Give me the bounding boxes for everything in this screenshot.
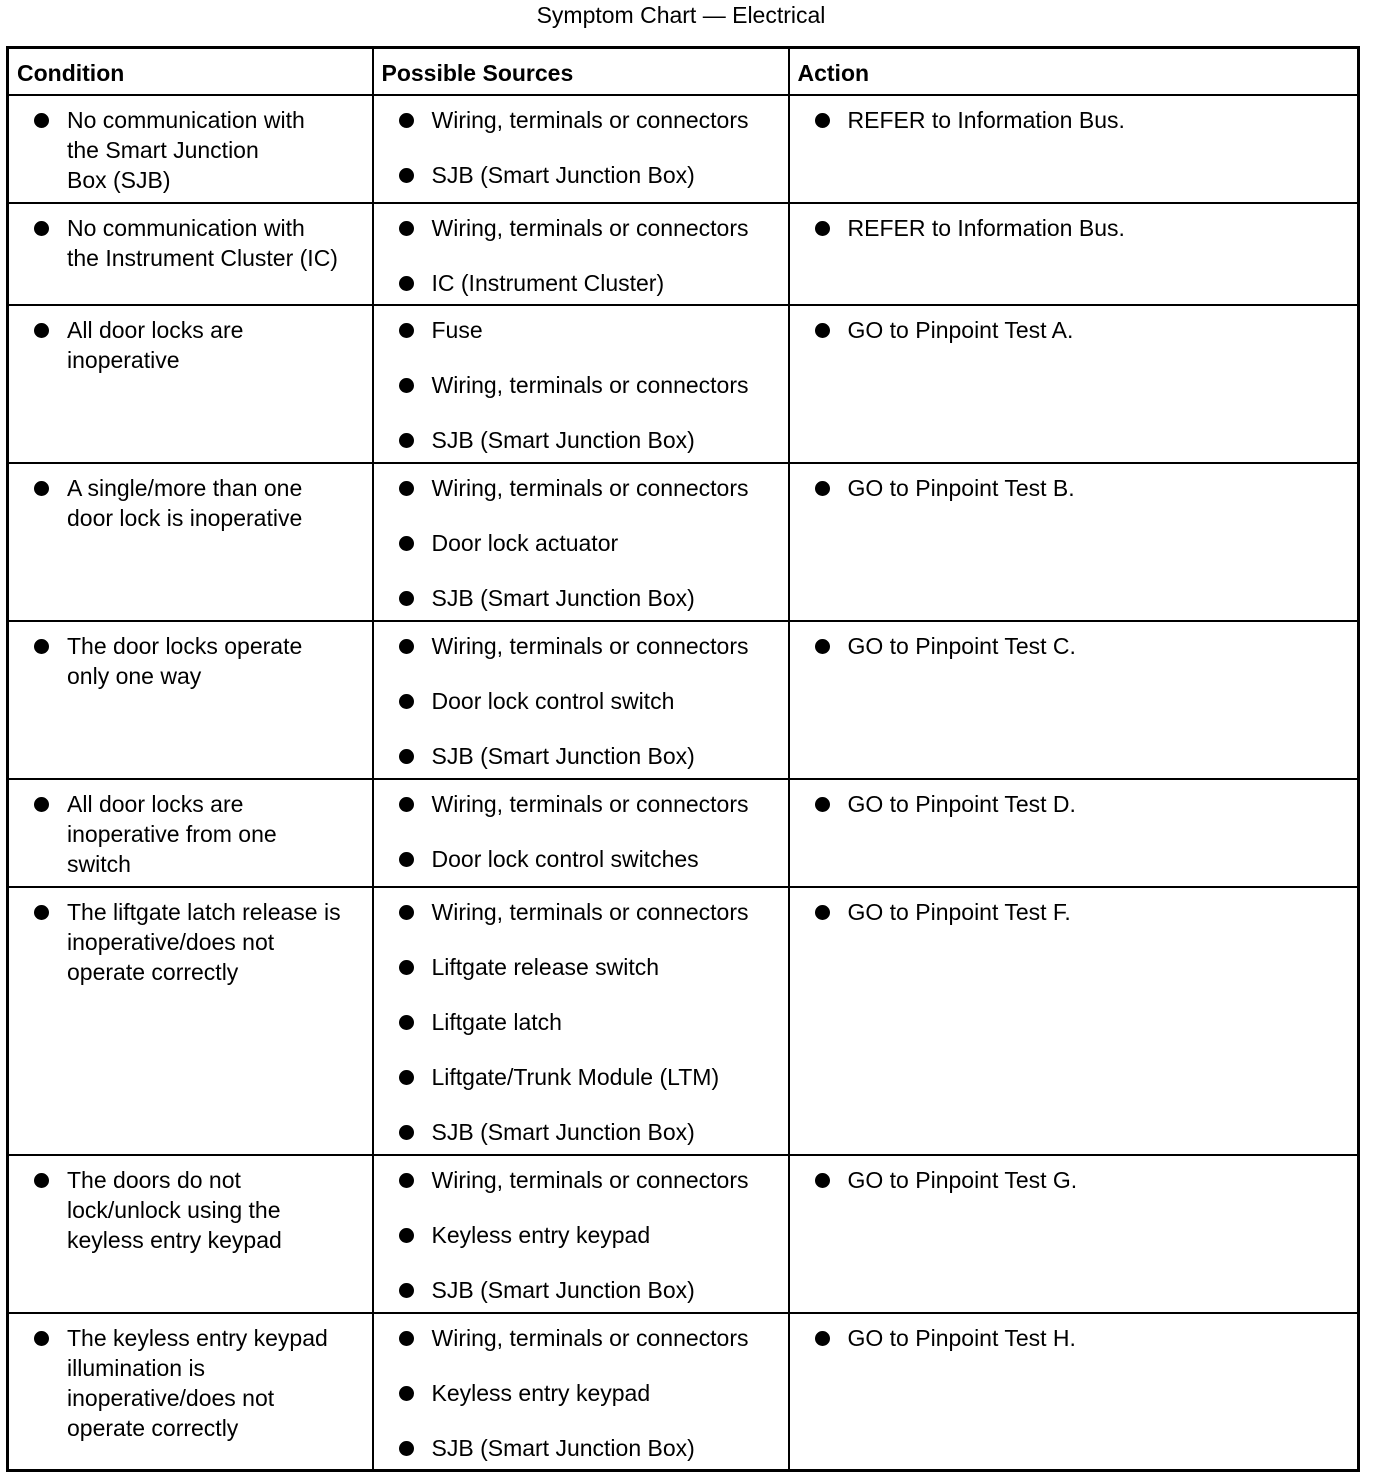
condition-text-line: Box (SJB) [67, 166, 171, 193]
condition-header: Condition [8, 48, 373, 95]
condition-text-line: only one way [67, 662, 202, 689]
source-item: Keyless entry keypad [374, 1220, 780, 1250]
condition-cell [8, 95, 373, 203]
source-item: Wiring, terminals or connectors [374, 1323, 780, 1353]
condition-item [9, 631, 364, 691]
condition-text-line: keyless entry keypad [67, 1226, 282, 1253]
source-item: SJB (Smart Junction Box) [374, 160, 780, 190]
condition-text-line: The keyless entry keypad [67, 1324, 328, 1351]
source-item: Liftgate latch [374, 1007, 780, 1037]
condition-text-line: No communication with [67, 214, 305, 241]
condition-text-line: door lock is inoperative [67, 504, 303, 531]
condition-text-line: inoperative [67, 346, 180, 373]
source-item: Liftgate release switch [374, 952, 780, 982]
condition-text-line: inoperative/does not [67, 928, 275, 955]
table-row [8, 887, 1359, 1155]
condition-text-line: All door locks are [67, 316, 244, 343]
source-item: Fuse [374, 315, 780, 345]
action-cell [789, 621, 1359, 779]
condition-text-line: The doors do not [67, 1166, 241, 1193]
source-item: Door lock control switch [374, 686, 780, 716]
action-cell [789, 1313, 1359, 1471]
condition-item [9, 1323, 364, 1443]
condition-text-line: operate correctly [67, 958, 239, 985]
action-item: GO to Pinpoint Test F. [790, 897, 1350, 927]
source-item: SJB (Smart Junction Box) [374, 425, 780, 455]
condition-cell [8, 203, 373, 305]
source-item: SJB (Smart Junction Box) [374, 741, 780, 771]
header-row [8, 48, 1359, 95]
condition-cell [8, 305, 373, 463]
possible-sources-cell [373, 1313, 789, 1471]
action-item: REFER to Information Bus. [790, 105, 1350, 135]
condition-text-line: lock/unlock using the [67, 1196, 281, 1223]
source-item: Door lock actuator [374, 528, 780, 558]
possible-sources-cell [373, 1155, 789, 1313]
action-item: REFER to Information Bus. [790, 213, 1350, 243]
action-item: GO to Pinpoint Test G. [790, 1165, 1350, 1195]
source-item: Keyless entry keypad [374, 1378, 780, 1408]
action-cell [789, 203, 1359, 305]
action-cell [789, 779, 1359, 887]
condition-item [9, 897, 364, 987]
action-cell [789, 887, 1359, 1155]
condition-text-line: illumination is [67, 1354, 206, 1381]
table-row [8, 203, 1359, 305]
condition-item [9, 1165, 364, 1255]
condition-item [9, 213, 364, 273]
condition-cell [8, 1155, 373, 1313]
condition-text-line: switch [67, 850, 131, 877]
table-row [8, 463, 1359, 621]
condition-text-line: operate correctly [67, 1414, 239, 1441]
condition-text-line: the Instrument Cluster (IC) [67, 244, 338, 271]
action-item: GO to Pinpoint Test A. [790, 315, 1350, 345]
condition-item [9, 105, 364, 195]
action-item: GO to Pinpoint Test D. [790, 789, 1350, 819]
condition-cell [8, 779, 373, 887]
source-item: IC (Instrument Cluster) [374, 268, 780, 298]
source-item: Wiring, terminals or connectors [374, 631, 780, 661]
action-header: Action [789, 48, 1359, 95]
condition-text-line: inoperative/does not [67, 1384, 275, 1411]
symptom-chart-table [6, 46, 1360, 1472]
possible-sources-cell [373, 95, 789, 203]
condition-item [9, 473, 364, 533]
table-row [8, 1313, 1359, 1471]
action-cell [789, 305, 1359, 463]
source-item: SJB (Smart Junction Box) [374, 583, 780, 613]
action-item: GO to Pinpoint Test B. [790, 473, 1350, 503]
source-item: Wiring, terminals or connectors [374, 213, 780, 243]
table-row [8, 305, 1359, 463]
source-item: SJB (Smart Junction Box) [374, 1117, 780, 1147]
condition-cell [8, 463, 373, 621]
table-row [8, 95, 1359, 203]
possible-sources-cell [373, 463, 789, 621]
condition-item [9, 315, 364, 375]
possible-sources-cell [373, 887, 789, 1155]
source-item: Door lock control switches [374, 844, 780, 874]
condition-item [9, 789, 364, 879]
source-item: SJB (Smart Junction Box) [374, 1275, 780, 1305]
condition-text-line: The door locks operate [67, 632, 303, 659]
source-item: Wiring, terminals or connectors [374, 105, 780, 135]
possible-sources-header: Possible Sources [373, 48, 789, 95]
condition-text-line: inoperative from one [67, 820, 277, 847]
table-row [8, 1155, 1359, 1313]
source-item: Wiring, terminals or connectors [374, 897, 780, 927]
condition-cell [8, 1313, 373, 1471]
source-item: Wiring, terminals or connectors [374, 473, 780, 503]
table-row [8, 779, 1359, 887]
chart-caption: Symptom Chart — Electrical [536, 2, 826, 28]
source-item: Liftgate/Trunk Module (LTM) [374, 1062, 780, 1092]
action-item: GO to Pinpoint Test C. [790, 631, 1350, 661]
condition-text-line: No communication with [67, 106, 305, 133]
possible-sources-cell [373, 203, 789, 305]
condition-cell [8, 621, 373, 779]
action-cell [789, 95, 1359, 203]
action-cell [789, 1155, 1359, 1313]
condition-cell [8, 887, 373, 1155]
source-item: Wiring, terminals or connectors [374, 370, 780, 400]
condition-text-line: A single/more than one [67, 474, 303, 501]
source-item: Wiring, terminals or connectors [374, 789, 780, 819]
possible-sources-cell [373, 621, 789, 779]
condition-text-line: The liftgate latch release is [67, 898, 341, 925]
possible-sources-cell [373, 305, 789, 463]
action-item: GO to Pinpoint Test H. [790, 1323, 1350, 1353]
possible-sources-cell [373, 779, 789, 887]
source-item: SJB (Smart Junction Box) [374, 1433, 780, 1463]
source-item: Wiring, terminals or connectors [374, 1165, 780, 1195]
condition-text-line: All door locks are [67, 790, 244, 817]
action-cell [789, 463, 1359, 621]
chart-body [8, 95, 1359, 1471]
condition-text-line: the Smart Junction [67, 136, 259, 163]
table-row [8, 621, 1359, 779]
